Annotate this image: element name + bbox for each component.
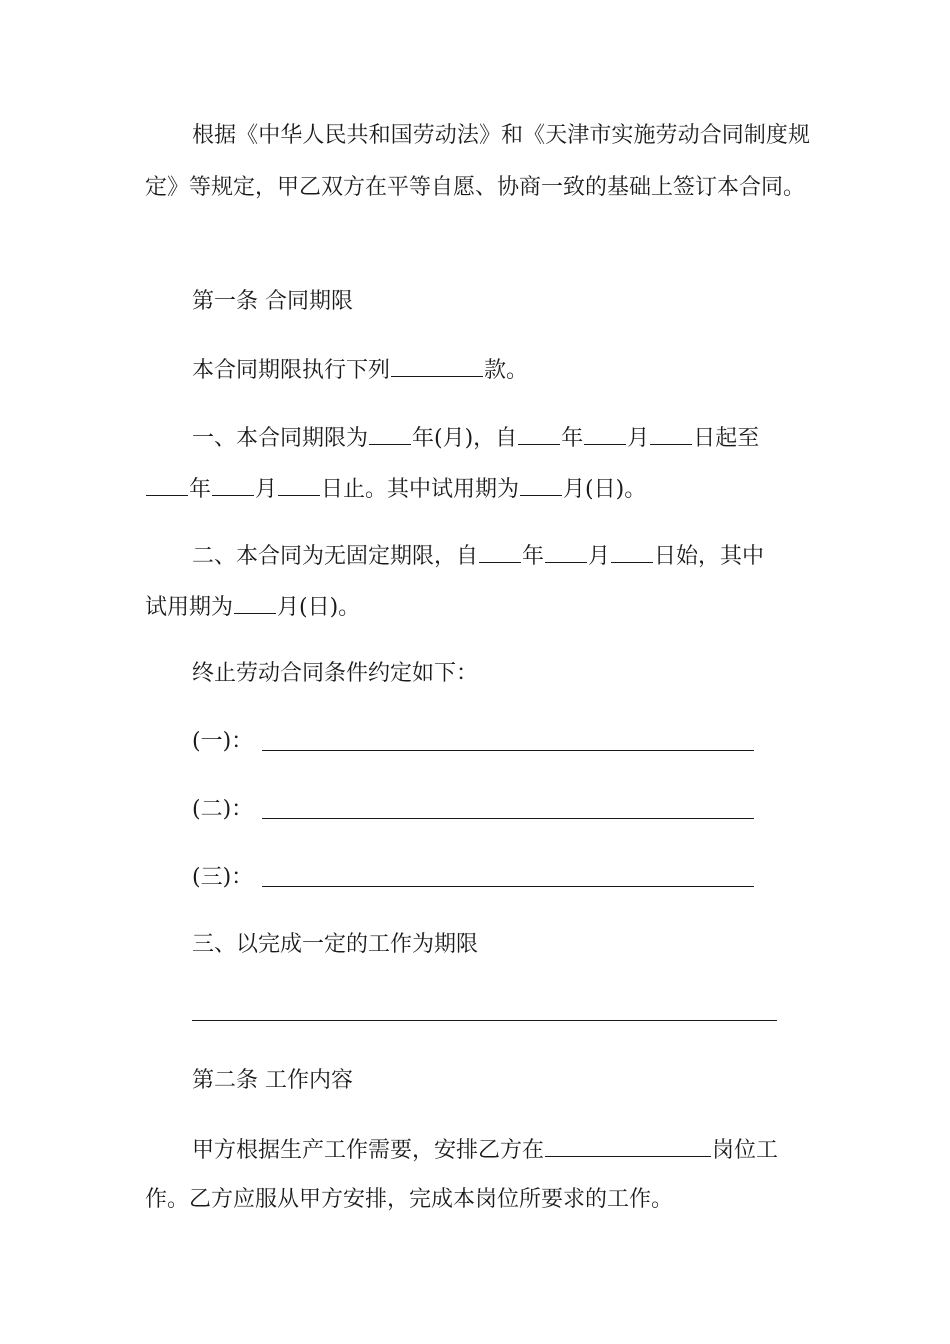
item1-text-1: 一、本合同期限为 [192,426,369,451]
item1-line1 [192,422,759,454]
item2-text-3: 月 [588,544,611,569]
intro-paragraph: 根据《中华人民共和国劳动法》和《天津市实施劳动合同制度规定》等规定，甲乙双方在平等自愿、协商一致的基础上签订本合同。 [145,123,810,200]
item2-text-1: 二、本合同为无固定期限，自 [192,544,479,569]
condition-1-label: (一)： [192,729,254,754]
article2-text-1: 甲方根据生产工作需要，安排乙方在 [192,1138,545,1163]
start-month-blank [584,422,626,445]
condition-2-label: (二)： [192,797,254,822]
condition-2-blank [262,818,754,819]
item1-text-9: 月(日)。 [563,477,647,502]
term-length-blank [369,422,411,445]
open-start-day-blank [611,540,653,563]
open-start-year-blank [479,540,521,563]
open-start-month-blank [545,540,587,563]
item2-line2 [145,591,360,623]
article2-line1 [192,1134,778,1166]
start-year-blank [518,422,560,445]
item1-text-2: 年(月)，自 [412,426,518,451]
item1-line2 [145,473,646,505]
article2-heading: 第二条 工作内容 [192,1068,353,1093]
item1-text-5: 日起至 [693,426,760,451]
item2-text-5: 试用期为 [145,595,234,620]
condition-3-label: (三)： [192,865,254,890]
item3-heading: 三、以完成一定的工作为期限 [192,932,479,957]
clause-number-blank [391,354,483,377]
item2-text-6: 月(日)。 [277,595,361,620]
article1-heading: 第一条 合同期限 [192,289,353,314]
article2-text-2: 岗位工 [712,1138,779,1163]
item1-text-4: 月 [627,426,650,451]
item1-text-8: 日止。其中试用期为 [321,477,520,502]
clause-intro-line [192,354,528,386]
probation-blank [520,473,562,496]
clause-intro-before: 本合同期限执行下列 [192,358,391,383]
condition-3-blank [262,886,754,887]
item1-text-6: 年 [189,477,212,502]
clause-intro-after: 款。 [484,358,529,383]
open-probation-blank [234,591,276,614]
item2-line1 [192,540,764,572]
condition-1-blank [262,750,754,751]
end-month-blank [212,473,254,496]
end-day-blank [278,473,320,496]
item1-text-3: 年 [561,426,584,451]
item1-text-7: 月 [255,477,278,502]
article2-line2: 作。乙方应服从甲方安排，完成本岗位所要求的工作。 [145,1187,674,1212]
end-year-blank [146,473,188,496]
item2-text-2: 年 [522,544,545,569]
task-description-blank [192,1020,777,1021]
termination-intro: 终止劳动合同条件约定如下： [192,661,479,686]
position-blank [545,1134,711,1157]
start-day-blank [650,422,692,445]
item2-text-4: 日始，其中 [654,544,765,569]
